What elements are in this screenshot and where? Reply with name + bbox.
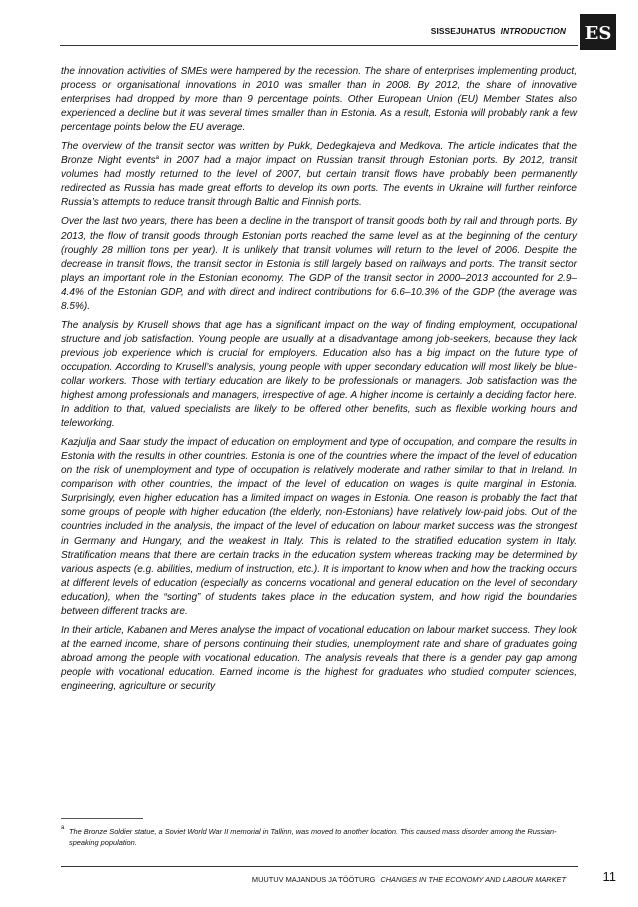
paragraph-innovation: the innovation activities of SMEs were hampered by the recession. The share of enterprises implementing product, process or organisational innovations in 2010 was smaller than in 2008. By 2012, the share of innovative enterprises had dropped by more than 9 percentage points. Other European Union (EU) Member States also experienced a decline but it was several times smaller than in Estonia. As a result, Estonia will probably rank a few percentage points below the EU average. (61, 66, 577, 134)
paragraph-transit-decline: Over the last two years, there has been a decline in the transport of transit goods both by rail and through ports. By 2013, the flow of transit goods through Estonian ports reached the same level as at the beginning of the century (roughly 28 million tons per year). It is unlikely that transit volumes will return to the level of 2006. Despite the decrease in transit flows, the transit sector in Estonia is still largely based on railways and ports. The transit sector plays an important role in the Estonian economy. The GDP of the transit sector in 2000–2013 accounted for 2.9–4.4% of the Estonian GDP, and with direct and indirect contributions for 6.6–10.3% of the GDP (the average was 8.5%). (61, 216, 577, 312)
running-header (431, 26, 566, 36)
footer-title-et: MUUTUV MAJANDUS JA TÖÖTURG (251, 875, 376, 884)
paragraph-transit-overview (61, 140, 577, 210)
footnote-text: The Bronze Soldier statue, a Soviet World War II memorial in Tallinn, was moved to another location. This caused mass disorder among the Russian-speaking population. (69, 827, 557, 847)
logo-text: ES (584, 23, 612, 44)
body-text (61, 65, 577, 699)
section-title-en: INTRODUCTION (500, 26, 566, 36)
footnote (61, 826, 577, 848)
footer-divider (61, 866, 578, 867)
footer-title-en: CHANGES IN THE ECONOMY AND LABOUR MARKET (380, 875, 566, 884)
paragraph-krusell: The analysis by Krusell shows that age has a significant impact on the way of finding employment, occupational structure and job satisfaction. Young people are usually at a disadvantage among job-seekers, because they lack previous job experience which is crucial for employers. Education also has a big impact on the future type of occupation. According to Krusell’s analysis, young people with upper secondary education will most likely be blue-collar workers. Those with tertiary education are likely to be professionals or managers. Job satisfaction was the highest among professionals and managers, irrespective of age. A higher income is certainly a deciding factor here. In addition to that, valued specialists are likely to be offered other benefits, such as flexible working hours and teleworking. (61, 319, 577, 430)
page-number: 11 (602, 869, 616, 884)
es-logo-icon (580, 14, 616, 50)
paragraph-kabanen-meres: In their article, Kabanen and Meres analyse the impact of vocational education on labour market success. They look at the earned income, share of persons continuing their studies, unemployment rate and share of graduates going abroad among the people with vocational education. The analysis reveals that there is a gender pay gap among people with vocational education. Earned income is the highest for graduates who studied computer sciences, engineering, agriculture or security (61, 624, 577, 692)
paragraph-kazjulja-saar: Kazjulja and Saar study the impact of education on employment and type of occupation, and compare the results in Estonia with the results in other countries. Estonia is one of the countries where the impact of the level of education on the risk of unemployment and type of occupation is relatively moderate and rather similar to that in Ireland. In comparison with other countries, the impact of the level of education on wages is quite marginal in Estonia. Surprisingly, even higher education has a limited impact on wages in Estonia. One reason is probably the fact that some groups of people with higher education (the elderly, non-Estonians) have relatively low-paid jobs. Out of the countries included in the analysis, the impact of the level of education on labour market success was the strongest in Germany and Hungary, and the weakest in Italy. This is related to the stratified education system in Italy. Stratification means that there are certain tracks in the education system whereas tracking may be determined by various aspects (e.g. abilities, medium of instruction, etc.). It is important to know when and how the tracking occurs at different levels of education (especially as concerns vocational and general education on the level of secondary education), when the “sorting” of students takes place in the education system, and how rigid the boundaries between different tracks are. (61, 437, 577, 617)
transit-text-end: in 2007 had a major impact on Russian transit through Estonian ports. By 2012, transit volumes had mostly returned to the level of 2007, but certain transit flows have probably been permanently redirected as Russia has made great efforts to develop its own ports. The events in Ukraine will further reinforce Russia’s attempts to reduce transit through Baltic and Finnish ports. (61, 155, 577, 209)
running-footer (252, 875, 566, 884)
section-title-et: SISSEJUHATUS (430, 26, 496, 36)
header-divider (60, 45, 578, 46)
footnote-reference: a (155, 155, 160, 162)
footnote-mark: a (61, 825, 65, 831)
transit-text-start: The overview of the transit sector was written by Pukk, Dedegkajeva and Medkova. The article indicates that the Bronze Night events (61, 141, 577, 167)
footnote-divider (61, 818, 143, 819)
